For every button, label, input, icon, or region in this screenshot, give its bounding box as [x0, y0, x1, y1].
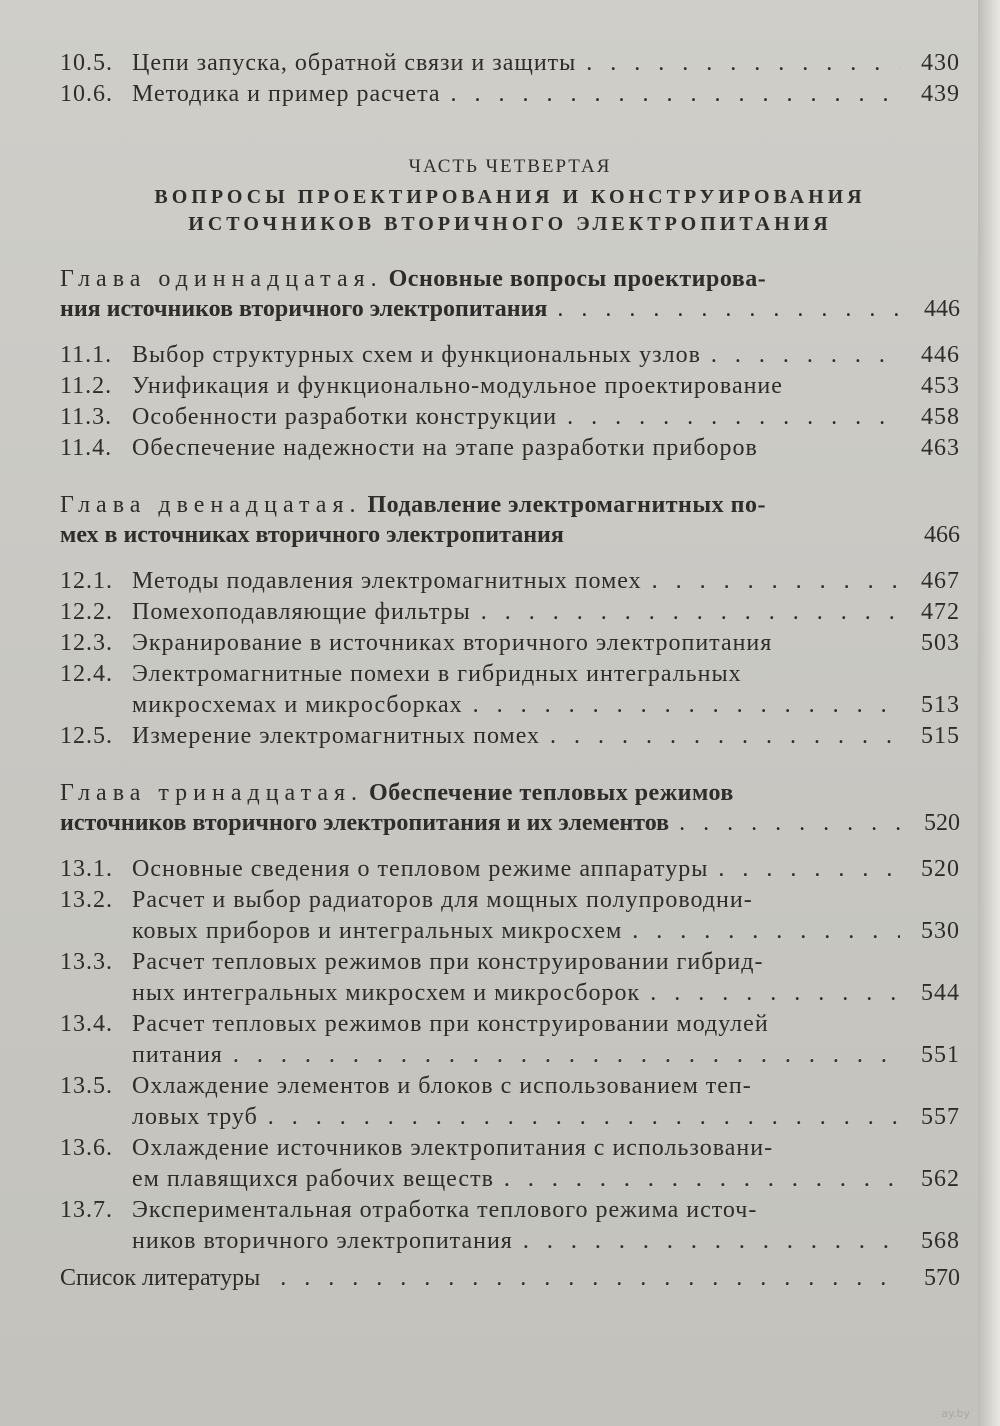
chapter-title-line-1: Обеспечение тепловых режимов [369, 780, 734, 806]
chapter-page-number: 446 [924, 296, 960, 322]
entry-page-number: 446 [921, 342, 960, 368]
entry-page-number: 503 [921, 630, 960, 656]
entry-page-number: 562 [921, 1166, 960, 1192]
entry-title: Измерение электромагнитных помех [132, 723, 541, 749]
entry-number: 11.2. [60, 373, 113, 399]
entry-number: 13.7. [60, 1197, 113, 1223]
entry-number: 11.3. [60, 404, 113, 430]
entry-page-number: 458 [921, 404, 960, 430]
entry-number: 13.4. [60, 1011, 113, 1037]
chapter-word: Глава одиннадцатая. [60, 266, 383, 292]
toc-entry-11-2 [60, 371, 960, 402]
toc-entry-13-4 [60, 1009, 960, 1071]
entry-number: 13.2. [60, 887, 113, 913]
entry-number: 13.3. [60, 949, 113, 975]
chapter-title-line-2: ния источников вторичного электропитания [60, 296, 548, 322]
chapter-word: Глава двенадцатая. [60, 492, 362, 518]
entry-title-line-2: микросхемах и микросборках [132, 692, 463, 718]
bibliography-entry [60, 1263, 960, 1294]
entry-title-line-1: Электромагнитные помехи в гибридных интегральных [132, 661, 742, 687]
toc-entry-11-4 [60, 433, 960, 464]
chapter-page-number: 466 [924, 522, 960, 548]
chapter-word: Глава тринадцатая. [60, 780, 364, 806]
entry-title: Основные сведения о тепловом режиме аппаратуры [132, 856, 709, 882]
entry-title: Цепи запуска, обратной связи и защиты [132, 50, 577, 76]
entry-number: 13.1. [60, 856, 113, 882]
entry-title-line-1: Расчет тепловых режимов при конструировании модулей [132, 1011, 769, 1037]
entry-number: 13.5. [60, 1073, 113, 1099]
toc-entry-12-5 [60, 721, 960, 752]
entry-number: 10.6. [60, 81, 113, 107]
entry-page-number: 513 [921, 692, 960, 718]
entry-page-number: 515 [921, 723, 960, 749]
toc-entry-12-3 [60, 628, 960, 659]
entry-title-line-1: Экспериментальная отработка теплового режима источ- [132, 1197, 758, 1223]
entry-number: 11.4. [60, 435, 113, 461]
entry-title: Унификация и функционально-модульное проектирование [132, 373, 783, 399]
entry-number: 13.6. [60, 1135, 113, 1161]
entry-page-number: 453 [921, 373, 960, 399]
part-label: ЧАСТЬ ЧЕТВЕРТАЯ [408, 156, 612, 177]
bibliography-page-number: 570 [924, 1265, 960, 1291]
entry-title-line-1: Охлаждение элементов и блоков с использованием теп- [132, 1073, 752, 1099]
chapter-title-line-2: мех в источниках вторичного электропитания [60, 522, 564, 548]
chapter-title-line-1: Подавление электромагнитных по- [367, 492, 766, 518]
entry-page-number: 551 [921, 1042, 960, 1068]
chapter-12-heading [60, 490, 960, 550]
entry-page-number: 472 [921, 599, 960, 625]
entry-title: Помехоподавляющие фильтры [132, 599, 471, 625]
entry-title-line-2: ников вторичного электропитания [132, 1228, 513, 1254]
entry-title: Методика и пример расчета [132, 81, 441, 107]
toc-entry-13-3 [60, 947, 960, 1009]
table-of-contents [60, 48, 960, 1294]
toc-entry-12-4 [60, 659, 960, 721]
entry-page-number: 530 [921, 918, 960, 944]
entry-number: 12.1. [60, 568, 113, 594]
entry-title: Методы подавления электромагнитных помех [132, 568, 642, 594]
toc-entry-12-2 [60, 597, 960, 628]
entry-title-line-1: Расчет тепловых режимов при конструировании гибрид- [132, 949, 764, 975]
entry-title: Экранирование в источниках вторичного электропитания [132, 630, 773, 656]
chapter-page-number: 520 [924, 810, 960, 836]
entry-number: 10.5. [60, 50, 113, 76]
entry-title: Обеспечение надежности на этапе разработки приборов [132, 435, 758, 461]
entry-page-number: 520 [921, 856, 960, 882]
toc-entry-13-7 [60, 1195, 960, 1257]
toc-entry-10-6 [60, 79, 960, 110]
entry-title-line-2: ных интегральных микросхем и микросборок [132, 980, 641, 1006]
toc-entry-13-5 [60, 1071, 960, 1133]
entry-page-number: 439 [921, 81, 960, 107]
toc-entry-13-2 [60, 885, 960, 947]
part-title-line-2: ИСТОЧНИКОВ ВТОРИЧНОГО ЭЛЕКТРОПИТАНИЯ [188, 213, 832, 235]
entry-number: 12.4. [60, 661, 113, 687]
toc-entry-13-1 [60, 854, 960, 885]
entry-number: 12.3. [60, 630, 113, 656]
entry-title: Особенности разработки конструкции [132, 404, 558, 430]
watermark: ay.by [941, 1407, 970, 1420]
entry-page-number: 430 [921, 50, 960, 76]
toc-entry-13-6 [60, 1133, 960, 1195]
part-title [60, 184, 960, 238]
entry-title-line-1: Расчет и выбор радиаторов для мощных полупроводни- [132, 887, 753, 913]
chapter-11-heading [60, 264, 960, 324]
entry-number: 12.5. [60, 723, 113, 749]
entry-page-number: 544 [921, 980, 960, 1006]
chapter-13-heading [60, 778, 960, 838]
toc-entry-12-1 [60, 566, 960, 597]
entry-page-number: 463 [921, 435, 960, 461]
chapter-title-line-2: источников вторичного электропитания и их элементов [60, 810, 670, 836]
entry-title-line-2: ловых труб [132, 1104, 258, 1130]
entry-number: 11.1. [60, 342, 113, 368]
toc-entry-11-1 [60, 340, 960, 371]
bibliography-label: Список литературы [60, 1265, 261, 1291]
toc-entry-11-3 [60, 402, 960, 433]
entry-title-line-1: Охлаждение источников электропитания с использовани- [132, 1135, 774, 1161]
entry-page-number: 557 [921, 1104, 960, 1130]
toc-entry-10-5 [60, 48, 960, 79]
entry-number: 12.2. [60, 599, 113, 625]
entry-title-line-2: ем плавящихся рабочих веществ [132, 1166, 494, 1192]
entry-title-line-2: ковых приборов и интегральных микросхем [132, 918, 623, 944]
entry-page-number: 568 [921, 1228, 960, 1254]
entry-title: Выбор структурных схем и функциональных узлов [132, 342, 701, 368]
page-edge [978, 0, 1000, 1426]
entry-title-line-2: питания [132, 1042, 223, 1068]
entry-page-number: 467 [921, 568, 960, 594]
chapter-title-line-1: Основные вопросы проектирова- [388, 266, 767, 292]
part-title-line-1: ВОПРОСЫ ПРОЕКТИРОВАНИЯ И КОНСТРУИРОВАНИЯ [154, 186, 866, 208]
